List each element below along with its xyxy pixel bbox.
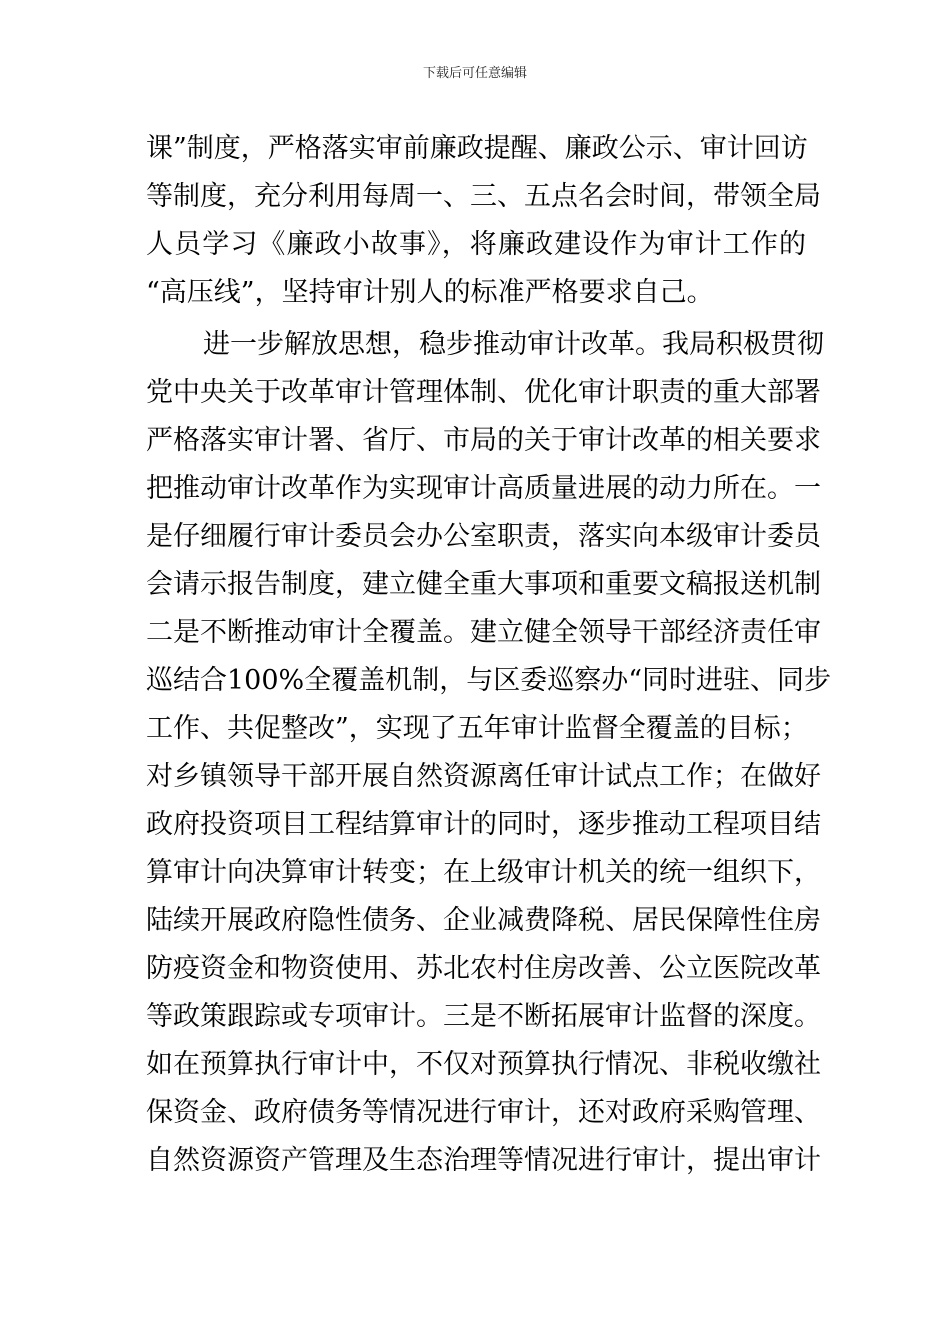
- text-line: 等制度，充分利用每周一、三、五点名会时间，带领全局: [146, 181, 821, 212]
- text-line: 党中央关于改革审计管理体制、优化审计职责的重大部署: [146, 377, 821, 408]
- text-line: 对乡镇领导干部开展自然资源离任审计试点工作；在做好: [146, 761, 821, 792]
- text-line: 人员学习《廉政小故事》，将廉政建设作为审计工作的: [146, 229, 806, 260]
- text-line: 陆续开展政府隐性债务、企业减费降税、居民保障性住房: [146, 905, 821, 936]
- text-line: 政府投资项目工程结算审计的同时，逐步推动工程项目结: [146, 809, 821, 840]
- text-line: 二是不断推动审计全覆盖。建立健全领导干部经济责任审: [146, 617, 821, 648]
- text-line: 如在预算执行审计中，不仅对预算执行情况、非税收缴社: [146, 1049, 821, 1080]
- text-line: 严格落实审计署、省厅、市局的关于审计改革的相关要求: [146, 425, 821, 456]
- text-line: 自然资源资产管理及生态治理等情况进行审计，提出审计: [146, 1145, 821, 1176]
- paragraph-2: [146, 321, 831, 1185]
- text-line: 课”制度，严格落实审前廉政提醒、廉政公示、审计回访: [146, 133, 808, 164]
- text-line: “高压线”，坚持审计别人的标准严格要求自己。: [146, 277, 714, 308]
- text-line: 等政策跟踪或专项审计。三是不断拓展审计监督的深度。: [146, 1001, 821, 1032]
- text-line: 会请示报告制度，建立健全重大事项和重要文稿报送机制: [146, 569, 821, 600]
- text-line: 算审计向决算审计转变；在上级审计机关的统一组织下，: [146, 857, 821, 888]
- text-line: 是仔细履行审计委员会办公室职责，落实向本级审计委员: [146, 521, 821, 552]
- document-body: [146, 125, 831, 1185]
- page-header: 下载后可任意编辑: [422, 66, 527, 81]
- text-line: 把推动审计改革作为实现审计高质量进展的动力所在。一: [146, 473, 821, 504]
- text-line: 进一步解放思想，稳步推动审计改革。我局积极贯彻: [203, 329, 824, 360]
- text-line: 保资金、政府债务等情况进行审计，还对政府采购管理、: [146, 1097, 821, 1128]
- text-line: 防疫资金和物资使用、苏北农村住房改善、公立医院改革: [146, 953, 821, 984]
- paragraph-1: [146, 125, 821, 317]
- text-line: 巡结合100%全覆盖机制，与区委巡察办“同时进驻、同步: [146, 665, 831, 696]
- text-line: 工作、共促整改”，实现了五年审计监督全覆盖的目标；: [146, 713, 808, 744]
